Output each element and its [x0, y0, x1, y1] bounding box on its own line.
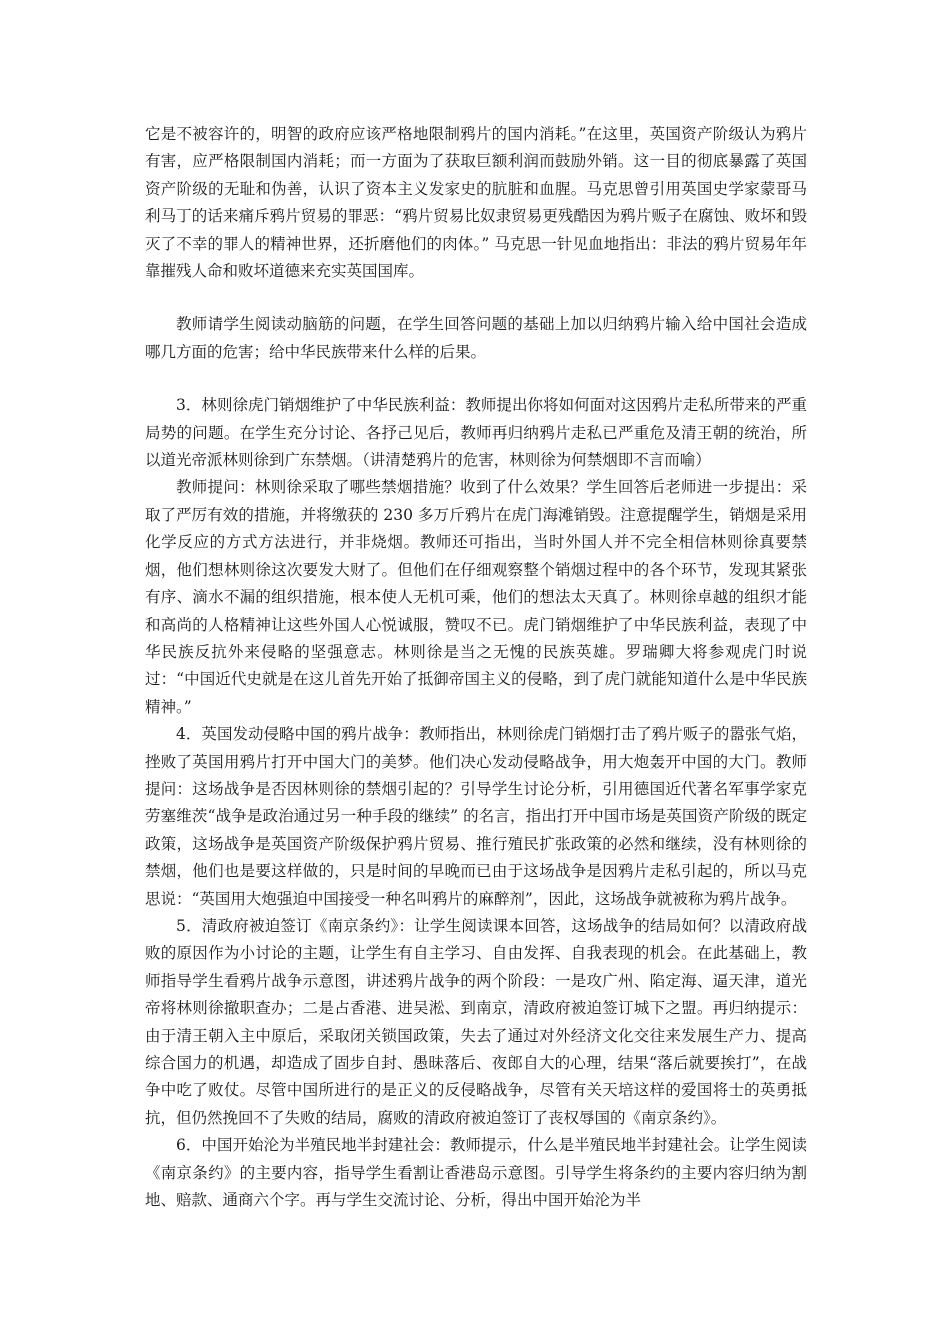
paragraph-section-4-opium-war: 4．英国发动侵略中国的鸦片战争：教师指出，林则徐虎门销烟打击了鸦片贩子的嚣张气焰，挫败了英国用鸦片打开中国大门的美梦。他们决心发动侵略战争，用大炮轰开中国的大门。教师提问：这场战争是否因林则徐的禁烟引起的？引导学生讨论分析，引用德国近代著名军事学家克劳塞维茨“战争是政治通过另一种手段的继续” 的名言，指出打开中国市场是英国资产阶级的既定政策，这场战争是英国资产阶级保护鸦片贸易、推行殖民扩张政策的必然和继续，没有林则徐的禁烟，他们也是要这样做的，只是时间的早晚而已由于这场战争是因鸦片走私引起的，所以马克思说：“英国用大炮强迫中国接受一种名叫鸦片的麻醉剂”，因此，这场战争就被称为鸦片战争。: [145, 725, 807, 908]
paragraph-humen-destruction: 教师提问：林则徐采取了哪些禁烟措施？收到了什么效果？学生回答后老师进一步提出：采取了严厉有效的措施，并将缴获的 230 多万斤鸦片在虎门海滩销毁。注意提醒学生，销烟是采用化学反应的方式方法进行，并非烧烟。教师还可指出，当时外国人并不完全相信林则徐真要禁烟，他们想林则徐这次要发大财了。但他们在仔细观察整个销烟过程中的各个环节，发现其紧张有序、滴水不漏的组织措施，根本使人无机可乘，他们的想法太天真了。林则徐卓越的组织才能和高尚的人格精神让这些外国人心悦诚服，赞叹不已。虎门销烟维护了中华民族利益，表现了中华民族反抗外来侵略的坚强意志。林则徐是当之无愧的民族英雄。罗瑞卿大将参观虎门时说过：“中国近代史就是在这儿首先开始了抵御帝国主义的侵略，到了虎门就能知道什么是中华民族精神。”: [145, 478, 807, 716]
document-body: [145, 121, 807, 1214]
paragraph-section-6-semi-colonial: 6．中国开始沦为半殖民地半封建社会：教师提示，什么是半殖民地半封建社会。让学生阅读《南京条约》的主要内容，指导学生看割让香港岛示意图。引导学生将条约的主要内容归纳为割地、赔款、通商六个字。再与学生交流讨论、分析，得出中国开始沦为半: [145, 1136, 807, 1210]
paragraph-section-5-treaty-of-nanking: 5．清政府被迫签订《南京条约》：让学生阅读课本回答，这场战争的结局如何？以清政府战败的原因作为小讨论的主题，让学生有自主学习、自由发挥、自我表现的机会。在此基础上，教师指导学生看鸦片战争示意图，讲述鸦片战争的两个阶段：一是攻广州、陷定海、逼天津，道光帝将林则徐撤职查办；二是占香港、进吴淞、到南京，清政府被迫签订城下之盟。再归纳提示：由于清王朝入主中原后，采取闭关锁国政策，失去了通过对外经济文化交往来发展生产力、提高综合国力的机遇，却造成了固步自封、愚昧落后、夜郎自大的心理，结果“落后就要挨打”，在战争中吃了败仗。尽管中国所进行的是正义的反侵略战争，尽管有关天培这样的爱国将士的英勇抵抗，但仍然挽回不了失败的结局，腐败的清政府被迫签订了丧权辱国的《南京条约》。: [145, 916, 807, 1127]
paragraph-section-3-lin-zexu: 3．林则徐虎门销烟维护了中华民族利益：教师提出你将如何面对这因鸦片走私所带来的严重局势的问题。在学生充分讨论、各抒己见后，教师再归纳鸦片走私已严重危及清王朝的统治，所以道光帝派林则徐到广东禁烟。（讲清楚鸦片的危害，林则徐为何禁烟即不言而喻）: [145, 396, 807, 470]
paragraph-teacher-question-harm: 教师请学生阅读动脑筋的问题，在学生回答问题的基础上加以归纳鸦片输入给中国社会造成哪几方面的危害；给中华民族带来什么样的后果。: [145, 315, 807, 361]
paragraph-opium-trade-critique: 它是不被容许的，明智的政府应该严格地限制鸦片的国内消耗。”在这里，英国资产阶级认为鸦片有害，应严格限制国内消耗；而一方面为了获取巨额利润而鼓励外销。这一目的彻底暴露了英国资产阶级的无耻和伪善，认识了资本主义发家史的肮脏和血腥。马克思曾引用英国史学家蒙哥马利马丁的话来痛斥鸦片贸易的罪恶：“鸦片贸易比奴隶贸易更残酷因为鸦片贩子在腐蚀、败坏和毁灭了不幸的罪人的精神世界，还折磨他们的肉体。” 马克思一针见血地指出：非法的鸦片贸易年年靠摧残人命和败坏道德来充实英国国库。: [145, 125, 807, 281]
